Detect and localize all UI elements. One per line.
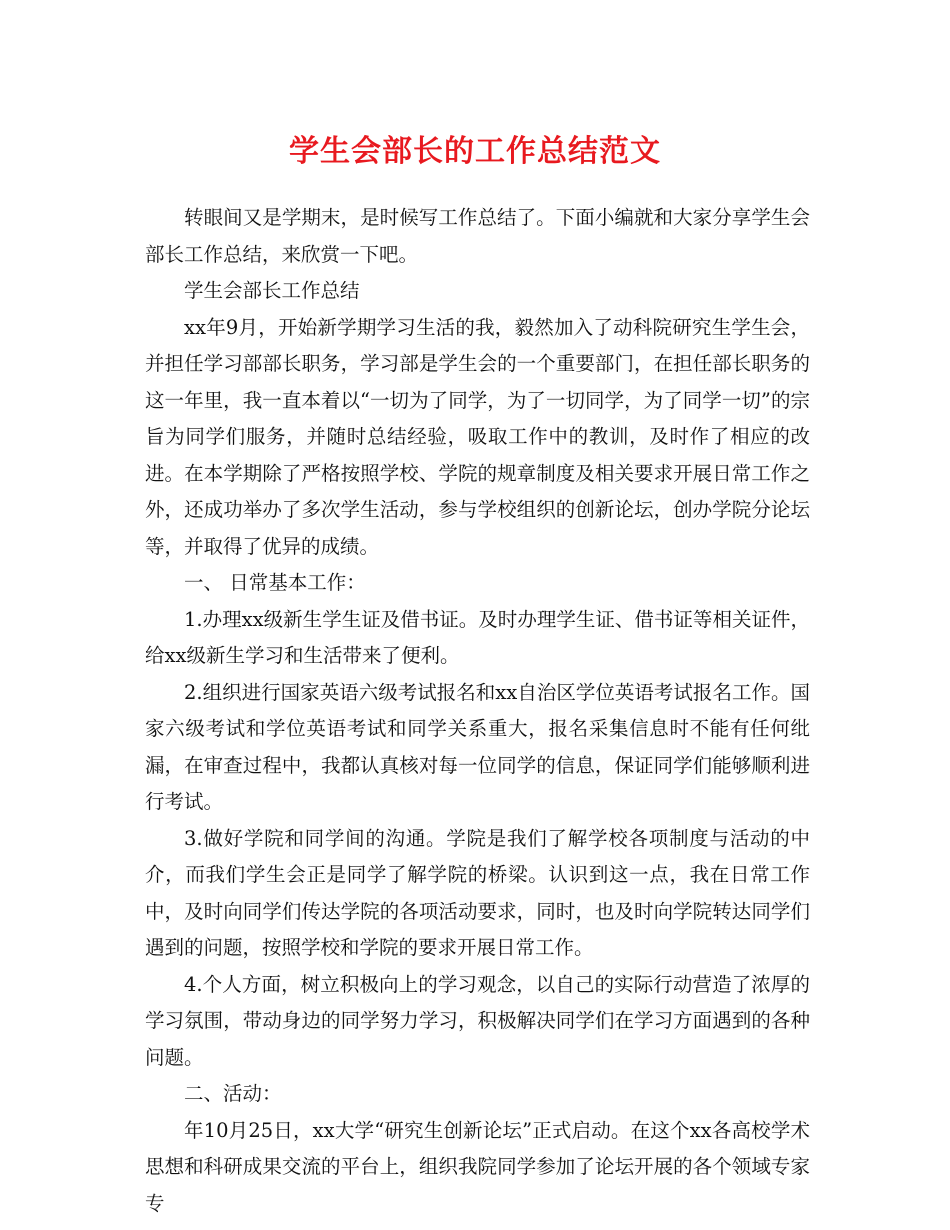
list-item-3: 3.做好学院和同学间的沟通。学院是我们了解学校各项制度与活动的中介，而我们学生会正是同学了解学院的桥梁。认识到这一点，我在日常工作中，及时向同学们传达学院的各项活动要求，同时，也及时向学院转达同学们遇到的问题，按照学校和学院的要求开展日常工作。 bbox=[145, 826, 810, 959]
list-item-1: 1.办理xx级新生学生证及借书证。及时办理学生证、借书证等相关证件，给xx级新生学习和生活带来了便利。 bbox=[145, 607, 810, 667]
paragraph-activities: 年10月25日，xx大学“研究生创新论坛”正式启动。在这个xx各高校学术思想和科研成果交流的平台上，组织我院同学参加了论坛开展的各个领域专家专 bbox=[145, 1118, 810, 1215]
section-heading: 学生会部长工作总结 bbox=[184, 279, 360, 302]
paragraph-background: xx年9月，开始新学期学习生活的我，毅然加入了动科院研究生学生会，并担任学习部部长职务，学习部是学生会的一个重要部门，在担任部长职务的这一年里，我一直本着以“一切为了同学，为了一切同学，为了同学一切”的宗旨为同学们服务，并随时总结经验，吸取工作中的教训，及时作了相应的改进。在本学期除了严格按照学校、学院的规章制度及相关要求开展日常工作之外，还成功举办了多次学生活动，参与学校组织的创新论坛，创办学院分论坛等，并取得了优异的成绩。 bbox=[145, 315, 810, 558]
list-item-2: 2.组织进行国家英语六级考试报名和xx自治区学位英语考试报名工作。国家六级考试和学位英语考试和同学关系重大，报名采集信息时不能有任何纰漏，在审查过程中，我都认真核对每一位同学的信息，保证同学们能够顺利进行考试。 bbox=[145, 680, 810, 813]
document-body bbox=[145, 200, 810, 1222]
list-item-4: 4.个人方面，树立积极向上的学习观念，以自己的实际行动营造了浓厚的学习氛围，带动身边的同学努力学习，积极解决同学们在学习方面遇到的各种问题。 bbox=[145, 972, 810, 1069]
section-heading-daily-work: 一、 日常基本工作： bbox=[184, 571, 366, 594]
paragraph-intro: 转眼间又是学期末，是时候写工作总结了。下面小编就和大家分享学生会部长工作总结，来欣赏一下吧。 bbox=[145, 206, 810, 266]
section-heading-activities: 二、活动： bbox=[184, 1082, 282, 1105]
document-title: 学生会部长的工作总结范文 bbox=[289, 134, 661, 169]
